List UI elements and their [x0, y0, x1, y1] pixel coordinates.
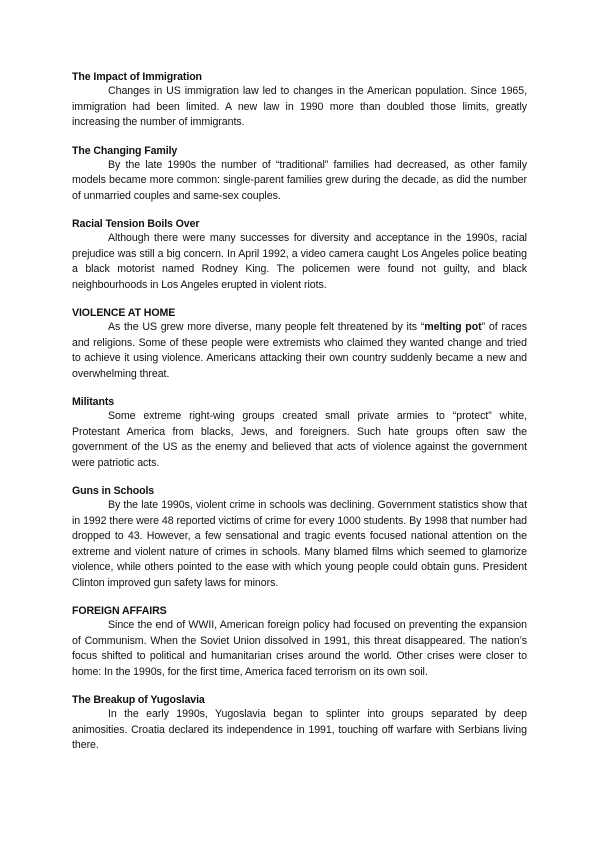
section-heading: Militants	[72, 396, 115, 408]
paragraph-text-after: ” of races and religions. Some of these people were extremists who claimed they wanted change and tried to achieve it using violence. Americans attacking their own country suddenly became a new and overwhelming threat.	[72, 321, 528, 380]
section-violence-at-home	[72, 306, 527, 382]
section-heading: Racial Tension Boils Over	[72, 218, 200, 230]
section-guns-in-schools	[72, 484, 527, 591]
paragraph-text-before: As the US grew more diverse, many people felt threatened by its “	[108, 321, 425, 333]
section-racial-tension	[72, 217, 527, 293]
section-heading: The Breakup of Yugoslavia	[72, 694, 205, 706]
section-impact-of-immigration	[72, 70, 527, 131]
section-paragraph: Although there were many successes for diversity and acceptance in the 1990s, racial prejudice was still a big concern. In April 1992, a video camera caught Los Angeles police beating a black motorist named Rodney King. The policemen were found not guilty, and black neighbourhoods in Los Angeles erupted in violent riots.	[72, 232, 527, 291]
section-heading: FOREIGN AFFAIRS	[72, 605, 167, 617]
section-paragraph: By the late 1990s the number of “traditional” families had decreased, as other family models became more common: single-parent families grew during the decade, as did the number of unmarried couples and same-sex couples.	[72, 158, 527, 202]
section-paragraph: By the late 1990s, violent crime in schools was declining. Government statistics show that in 1992 there were 48 reported victims of crime for every 1000 students. By 1998 that number had dropped to 43. However, a few sensational and tragic events focused national attention on the extreme and violent nature of crimes in schools. Many blamed films which seemed to glamorize violence, while others pointed to the ease with which young people could obtain guns. President Clinton improved gun safety laws for minors.	[72, 499, 527, 589]
section-heading: VIOLENCE AT HOME	[72, 307, 176, 319]
section-militants	[72, 395, 527, 471]
section-breakup-of-yugoslavia	[72, 693, 527, 754]
section-foreign-affairs	[72, 604, 527, 680]
section-heading: Guns in Schools	[72, 485, 155, 497]
section-heading: The Impact of Immigration	[72, 71, 202, 83]
section-heading: The Changing Family	[72, 144, 178, 157]
section-paragraph: Changes in US immigration law led to changes in the American population. Since 1965, immigration had been limited. A new law in 1990 more than doubled those limits, greatly increasing the number of immigrants.	[72, 85, 527, 128]
section-changing-family	[72, 144, 527, 205]
section-paragraph: Some extreme right-wing groups created small private armies to “protect” white, Protestant America from blacks, Jews, and foreigners. Such hate groups often saw the government of the US as the enemy and believed that acts of violence against the government were patriotic acts.	[72, 410, 527, 469]
document-page	[72, 70, 527, 767]
paragraph-emphasis: melting pot	[424, 321, 482, 333]
section-paragraph: In the early 1990s, Yugoslavia began to splinter into groups separated by deep animosities. Croatia declared its independence in 1991, touching off warfare with Serbians living there.	[72, 708, 527, 751]
section-paragraph	[72, 320, 527, 382]
section-paragraph: Since the end of WWII, American foreign policy had focused on preventing the expansion of Communism. When the Soviet Union dissolved in 1991, this threat disappeared. The nation’s focus shifted to political and humanitarian crises around the world. Other crises were closer to home: In the 1990s, for the first time, America faced terrorism on its own soil.	[72, 619, 527, 678]
